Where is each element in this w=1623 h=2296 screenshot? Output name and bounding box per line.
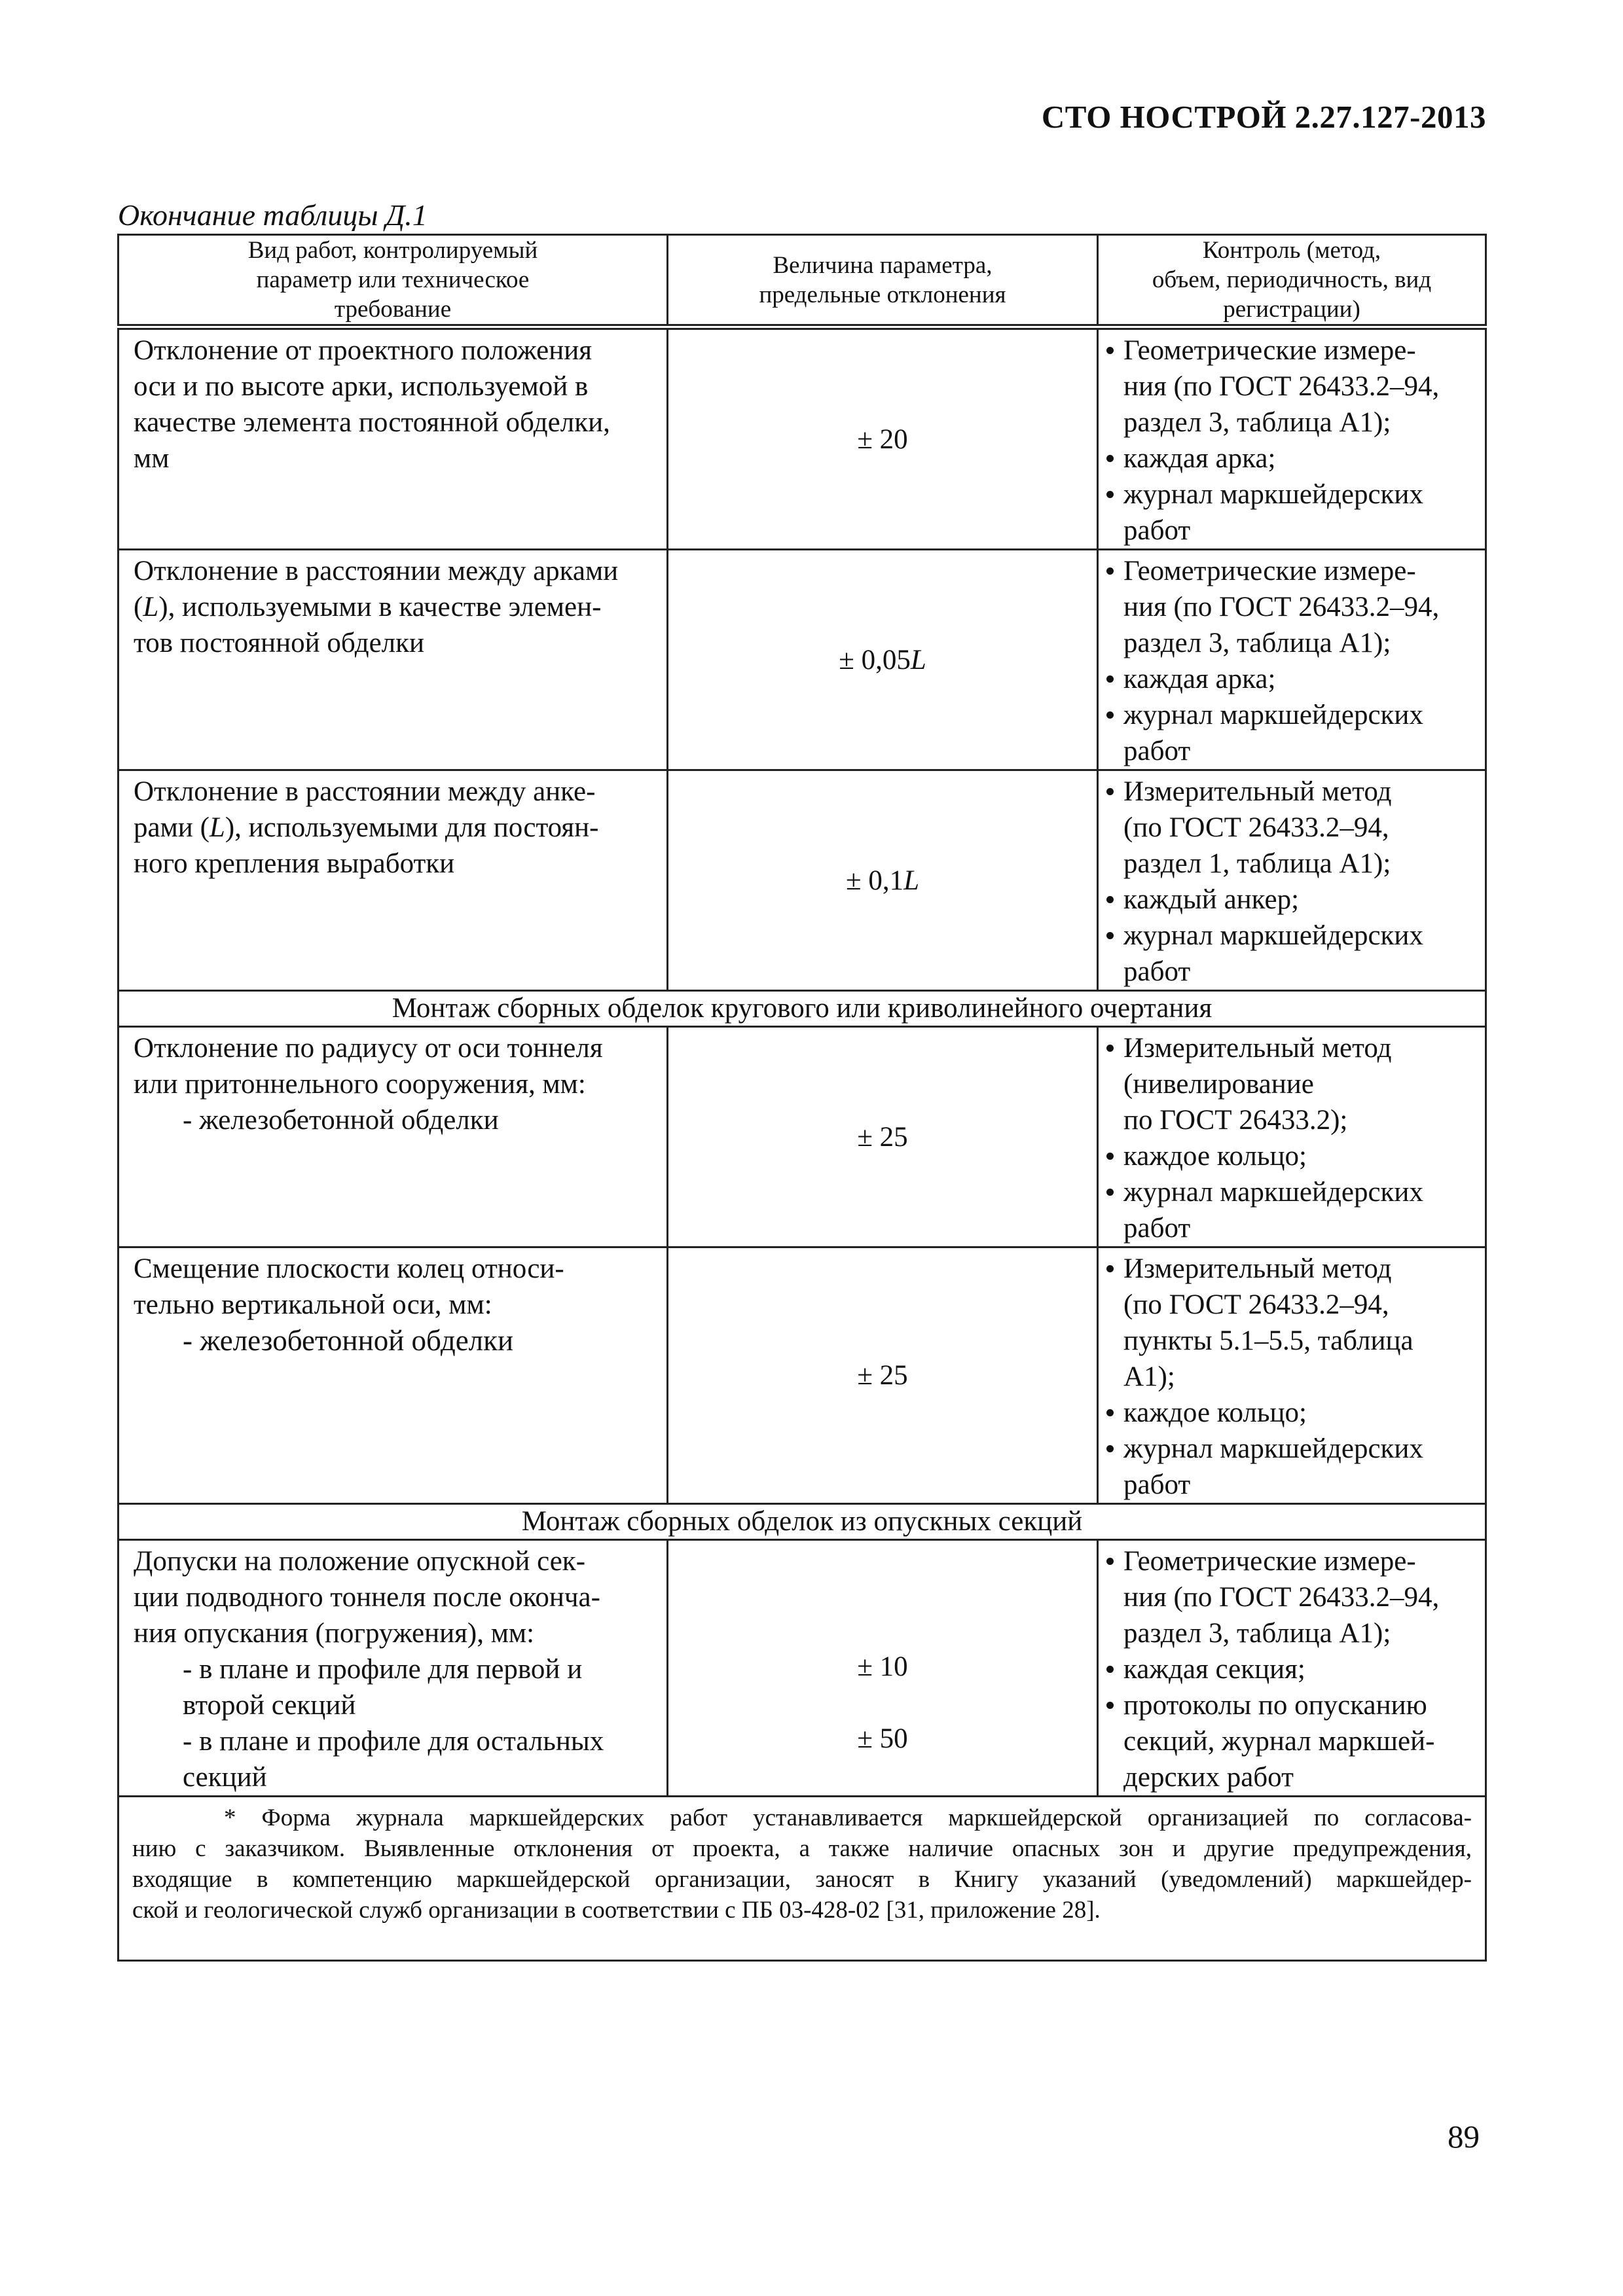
param-subitem: - в плане и профиле для остальных [183,1726,604,1757]
bullet-icon [1106,1189,1114,1196]
control-text: (нивелирование [1123,1069,1314,1100]
param-line: или притоннельного сооружения, мм: [134,1069,586,1100]
header-value [668,235,1098,327]
header-line: регистрации) [1223,296,1360,323]
value-cell: ± 0,05L [668,550,1098,770]
param-line: оси и по высоте арки, используемой в [134,371,589,402]
control-text: журнал маркшейдерских [1123,700,1423,730]
control-text: Измерительный метод [1123,1033,1392,1064]
value-cell [668,1540,1098,1797]
param-cell [119,770,668,991]
header-line: параметр или техническое [256,266,530,293]
section-title-sinking: Монтаж сборных обделок из опускных секций [119,1504,1486,1540]
param-cell [119,1247,668,1504]
control-text: ния (по ГОСТ 26433.2–94, [1123,592,1440,622]
param-line: ного крепления выработки [134,848,455,879]
control-item [1104,1651,1478,1687]
param-line: мм [134,443,170,474]
control-cell [1098,770,1486,991]
control-text: каждая арка; [1123,443,1276,474]
control-text: работ [1123,1213,1191,1244]
table-row [119,770,1486,991]
control-text: протоколы по опусканию [1123,1690,1427,1721]
control-text: работ [1123,1469,1191,1500]
section-row [119,991,1486,1027]
footnote-line: нию с заказчиком. Выявленные отклонения от проекта, а также наличие опасных зон и другие предупреждения, [132,1835,1472,1862]
control-text: каждое кольцо; [1123,1397,1307,1428]
param-line: Отклонение по радиусу от оси тоннеля [134,1033,603,1064]
bullet-icon [1106,491,1114,498]
bullet-icon [1106,896,1114,903]
param-cell [119,550,668,770]
footnote-line: * Форма журнала маркшейдерских работ устанавливается маркшейдерской организацией по согласова- [224,1804,1472,1831]
header-work-type [119,235,668,327]
control-text: журнал маркшейдерских [1123,1433,1423,1464]
control-text: Измерительный метод [1123,1253,1392,1284]
control-item [1104,553,1478,589]
param-line: тов постоянной обделки [134,628,425,658]
control-item [1104,918,1478,954]
value-cell: ± 20 [668,327,1098,550]
header-line: Вид работ, контролируемый [247,237,538,264]
document-code: СТО НОСТРОЙ 2.27.127-2013 [1041,99,1486,135]
bullet-icon [1106,567,1114,575]
control-cell [1098,1247,1486,1504]
footnote-line: ской и геологической служб организации в соответствии с ПБ 03-428-02 [31, приложение 28]. [132,1897,1101,1924]
control-text: каждая арка; [1123,664,1276,694]
control-cell [1098,1540,1486,1797]
control-text: раздел 1, таблица А1); [1123,848,1391,879]
bullet-icon [1106,711,1114,719]
table-row [119,327,1486,550]
control-item [1104,1174,1478,1210]
table-row [119,1027,1486,1247]
control-item [1104,661,1478,697]
bullet-icon [1106,1265,1114,1272]
bullet-icon [1106,788,1114,795]
param-subitem: - в плане и профиле для первой и [183,1654,583,1685]
footnote-row [119,1797,1486,1961]
control-item [1104,774,1478,810]
control-item [1104,1138,1478,1174]
bullet-icon [1106,347,1114,354]
value-cell: ± 0,1L [668,770,1098,991]
section-title-circular: Монтаж сборных обделок кругового или криволинейного очертания [119,991,1486,1027]
param-line: ния опускания (погружения), мм: [134,1618,535,1649]
param-cell [119,1540,668,1797]
control-text: пункты 5.1–5.5, таблица [1123,1325,1413,1356]
value-cell: ± 25 [668,1247,1098,1504]
control-cell [1098,327,1486,550]
table-row [119,1247,1486,1504]
control-item [1104,1687,1478,1723]
control-text: Геометрические измере- [1123,556,1416,586]
control-table [117,234,1487,1962]
table-row [119,550,1486,770]
bullet-icon [1106,1558,1114,1565]
control-cell [1098,1027,1486,1247]
control-item [1104,1030,1478,1066]
bullet-icon [1106,1153,1114,1160]
bullet-icon [1106,1666,1114,1673]
control-text: дерских работ [1123,1762,1294,1793]
header-control [1098,235,1486,327]
bullet-icon [1106,932,1114,939]
header-line: предельные отклонения [759,281,1006,308]
param-subitem: второй секций [183,1690,356,1721]
control-text: А1); [1123,1361,1175,1392]
control-text: раздел 3, таблица А1); [1123,1618,1391,1649]
control-item [1104,1395,1478,1431]
section-row [119,1504,1486,1540]
param-line: (L), используемыми в качестве элемен- [134,592,602,622]
control-text: журнал маркшейдерских [1123,479,1423,510]
param-subitem: - железобетонной обделки [183,1324,514,1357]
value-cell: ± 25 [668,1027,1098,1247]
bullet-icon [1106,1445,1114,1452]
control-text: Геометрические измере- [1123,1546,1416,1577]
control-text: раздел 3, таблица А1); [1123,628,1391,658]
control-text: журнал маркшейдерских [1123,920,1423,951]
param-line: тельно вертикальной оси, мм: [134,1289,492,1320]
control-item [1104,697,1478,733]
control-item [1104,882,1478,918]
param-cell [119,1027,668,1247]
control-text: по ГОСТ 26433.2); [1123,1105,1348,1136]
header-line: Контроль (метод, [1202,237,1381,264]
control-text: ния (по ГОСТ 26433.2–94, [1123,1582,1440,1613]
param-subitem: - железобетонной обделки [183,1105,499,1136]
param-line: Отклонение от проектного положения [134,335,593,366]
header-line: Величина параметра, [773,251,993,279]
control-text: (по ГОСТ 26433.2–94, [1123,1289,1389,1320]
bullet-icon [1106,455,1114,462]
footnote-line: входящие в компетенцию маркшейдерской организации, заносят в Книгу указаний (уведомлений) маркшейдер- [132,1866,1472,1893]
control-item [1104,332,1478,368]
param-line: Отклонение в расстоянии между арками [134,556,619,586]
page-number: 89 [1448,2119,1480,2155]
control-cell [1098,550,1486,770]
control-text: каждая секция; [1123,1654,1305,1685]
param-line: качестве элемента постоянной обделки, [134,407,610,438]
control-text: работ [1123,736,1191,766]
control-item [1104,440,1478,476]
param-line: ции подводного тоннеля после оконча- [134,1582,600,1613]
footnote [119,1797,1486,1961]
table-caption: Окончание таблицы Д.1 [118,198,428,232]
control-item [1104,1431,1478,1467]
control-text: Измерительный метод [1123,776,1392,807]
table-row [119,1540,1486,1797]
control-text: работ [1123,956,1191,987]
param-line: рами (L), используемыми для постоян- [134,812,599,843]
bullet-icon [1106,1045,1114,1052]
control-text: каждый анкер; [1123,884,1300,915]
param-line: Смещение плоскости колец относи- [134,1253,564,1284]
control-text: Геометрические измере- [1123,335,1416,366]
header-line: объем, периодичность, вид [1152,266,1432,293]
param-subitem: секций [183,1762,267,1793]
bullet-icon [1106,1702,1114,1709]
value-first: ± 10 [857,1651,908,1682]
control-text: журнал маркшейдерских [1123,1177,1423,1208]
control-text: раздел 3, таблица А1); [1123,407,1391,438]
control-item [1104,1251,1478,1287]
param-cell [119,327,668,550]
table-header-row [119,235,1486,327]
control-text: (по ГОСТ 26433.2–94, [1123,812,1389,843]
control-text: ния (по ГОСТ 26433.2–94, [1123,371,1440,402]
control-text: секций, журнал маркшей- [1123,1726,1435,1757]
bullet-icon [1106,1409,1114,1416]
control-text: каждое кольцо; [1123,1141,1307,1172]
bullet-icon [1106,675,1114,683]
control-text: работ [1123,515,1191,546]
param-line: Допуски на положение опускной сек- [134,1546,586,1577]
param-line: Отклонение в расстоянии между анке- [134,776,596,807]
value-second: ± 50 [857,1723,908,1754]
header-line: требование [334,296,452,323]
control-item [1104,1543,1478,1579]
control-item [1104,476,1478,512]
